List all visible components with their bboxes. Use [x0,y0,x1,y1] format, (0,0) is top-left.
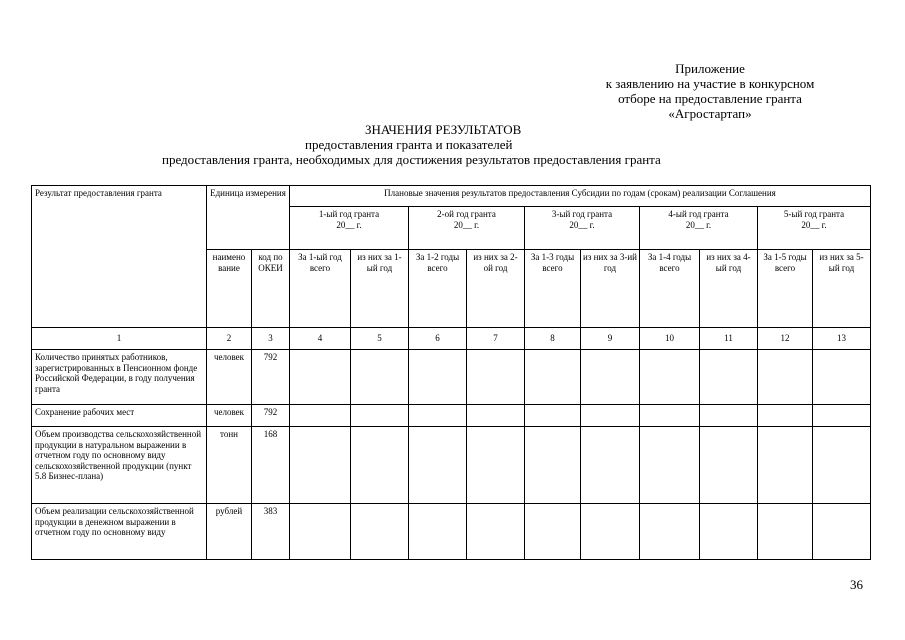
value-cell[interactable] [290,350,351,405]
unit-name-header: наимено вание [207,250,252,328]
value-cell[interactable] [525,350,581,405]
column-number: 13 [813,328,871,350]
appendix-block [560,61,860,121]
value-cell[interactable] [351,350,409,405]
column-number: 9 [581,328,640,350]
sub-header: За 1-2 годы всего [409,250,467,328]
code-cell: 383 [252,504,290,560]
column-number: 3 [252,328,290,350]
value-cell[interactable] [351,504,409,560]
results-table [31,185,871,560]
unit-cell: человек [207,405,252,427]
column-number: 11 [700,328,758,350]
result-name-cell: Сохранение рабочих мест [32,405,207,427]
value-cell[interactable] [758,405,813,427]
title-line: предоставления гранта и показателей [305,137,513,152]
value-cell[interactable] [640,405,700,427]
sub-header: За 1-3 годы всего [525,250,581,328]
value-cell[interactable] [813,504,871,560]
column-number: 7 [467,328,525,350]
sub-header: За 1-4 годы всего [640,250,700,328]
column-number-row [32,328,871,350]
sub-header: из них за 4-ый год [700,250,758,328]
value-cell[interactable] [467,427,525,504]
value-cell[interactable] [813,427,871,504]
page-number: 36 [850,577,863,592]
table-row [32,504,871,560]
value-cell[interactable] [409,350,467,405]
value-cell[interactable] [467,350,525,405]
value-cell[interactable] [525,504,581,560]
year-header: 1-ый год гранта 20__ г. [290,207,409,250]
column-number: 4 [290,328,351,350]
result-name-cell: Объем производства сельскохозяйственной продукции в натуральном выражении в отчетном году по основному виду сельскохозяйственной продукции (пункт 5.8 Бизнес-плана) [32,427,207,504]
column-number: 5 [351,328,409,350]
table-row [32,350,871,405]
value-cell[interactable] [409,504,467,560]
value-cell[interactable] [758,350,813,405]
title-line: предоставления гранта, необходимых для достижения результатов предоставления гранта [162,152,661,167]
value-cell[interactable] [640,427,700,504]
code-cell: 792 [252,350,290,405]
header-unit: Единица измерения [207,186,290,250]
unit-cell: рублей [207,504,252,560]
sub-header: За 1-5 годы всего [758,250,813,328]
value-cell[interactable] [581,427,640,504]
value-cell[interactable] [813,350,871,405]
value-cell[interactable] [351,427,409,504]
value-cell[interactable] [758,504,813,560]
unit-cell: тонн [207,427,252,504]
value-cell[interactable] [525,405,581,427]
value-cell[interactable] [290,405,351,427]
unit-cell: человек [207,350,252,405]
column-number: 1 [32,328,207,350]
value-cell[interactable] [700,427,758,504]
value-cell[interactable] [700,350,758,405]
value-cell[interactable] [581,504,640,560]
value-cell[interactable] [813,405,871,427]
column-number: 12 [758,328,813,350]
unit-code-header: код по ОКЕИ [252,250,290,328]
value-cell[interactable] [758,427,813,504]
table-row [32,427,871,504]
value-cell[interactable] [290,427,351,504]
column-number: 2 [207,328,252,350]
header-row [32,186,871,207]
value-cell[interactable] [290,504,351,560]
value-cell[interactable] [467,504,525,560]
result-name-cell: Объем реализации сельскохозяйственной продукции в денежном выражении в отчетном году по основному виду [32,504,207,560]
value-cell[interactable] [640,350,700,405]
value-cell[interactable] [581,350,640,405]
year-header: 4-ый год гранта 20__ г. [640,207,758,250]
value-cell[interactable] [640,504,700,560]
value-cell[interactable] [525,427,581,504]
year-header: 2-ой год гранта 20__ г. [409,207,525,250]
appendix-line: отборе на предоставление гранта [618,91,802,106]
value-cell[interactable] [409,405,467,427]
column-number: 8 [525,328,581,350]
table-row [32,405,871,427]
column-number: 6 [409,328,467,350]
sub-header: из них за 2-ой год [467,250,525,328]
value-cell[interactable] [351,405,409,427]
title-line: ЗНАЧЕНИЯ РЕЗУЛЬТАТОВ [365,122,522,137]
header-result: Результат предоставления гранта [32,186,207,328]
appendix-line: Приложение [675,61,745,76]
sub-header: из них за 5-ый год [813,250,871,328]
code-cell: 792 [252,405,290,427]
value-cell[interactable] [467,405,525,427]
header-plan: Плановые значения результатов предоставления Субсидии по годам (срокам) реализации Соглашения [290,186,871,207]
code-cell: 168 [252,427,290,504]
sub-header: из них за 1-ый год [351,250,409,328]
year-header: 5-ый год гранта 20__ г. [758,207,871,250]
value-cell[interactable] [409,427,467,504]
result-name-cell: Количество принятых работников, зарегистрированных в Пенсионном фонде Российской Федерации, в году получения гранта [32,350,207,405]
value-cell[interactable] [581,405,640,427]
value-cell[interactable] [700,405,758,427]
value-cell[interactable] [700,504,758,560]
appendix-line: к заявлению на участие в конкурсном [605,76,815,91]
column-number: 10 [640,328,700,350]
sub-header: из них за 3-ий год [581,250,640,328]
appendix-line: «Агростартап» [668,106,752,121]
sub-header: За 1-ый год всего [290,250,351,328]
year-header: 3-ый год гранта 20__ г. [525,207,640,250]
